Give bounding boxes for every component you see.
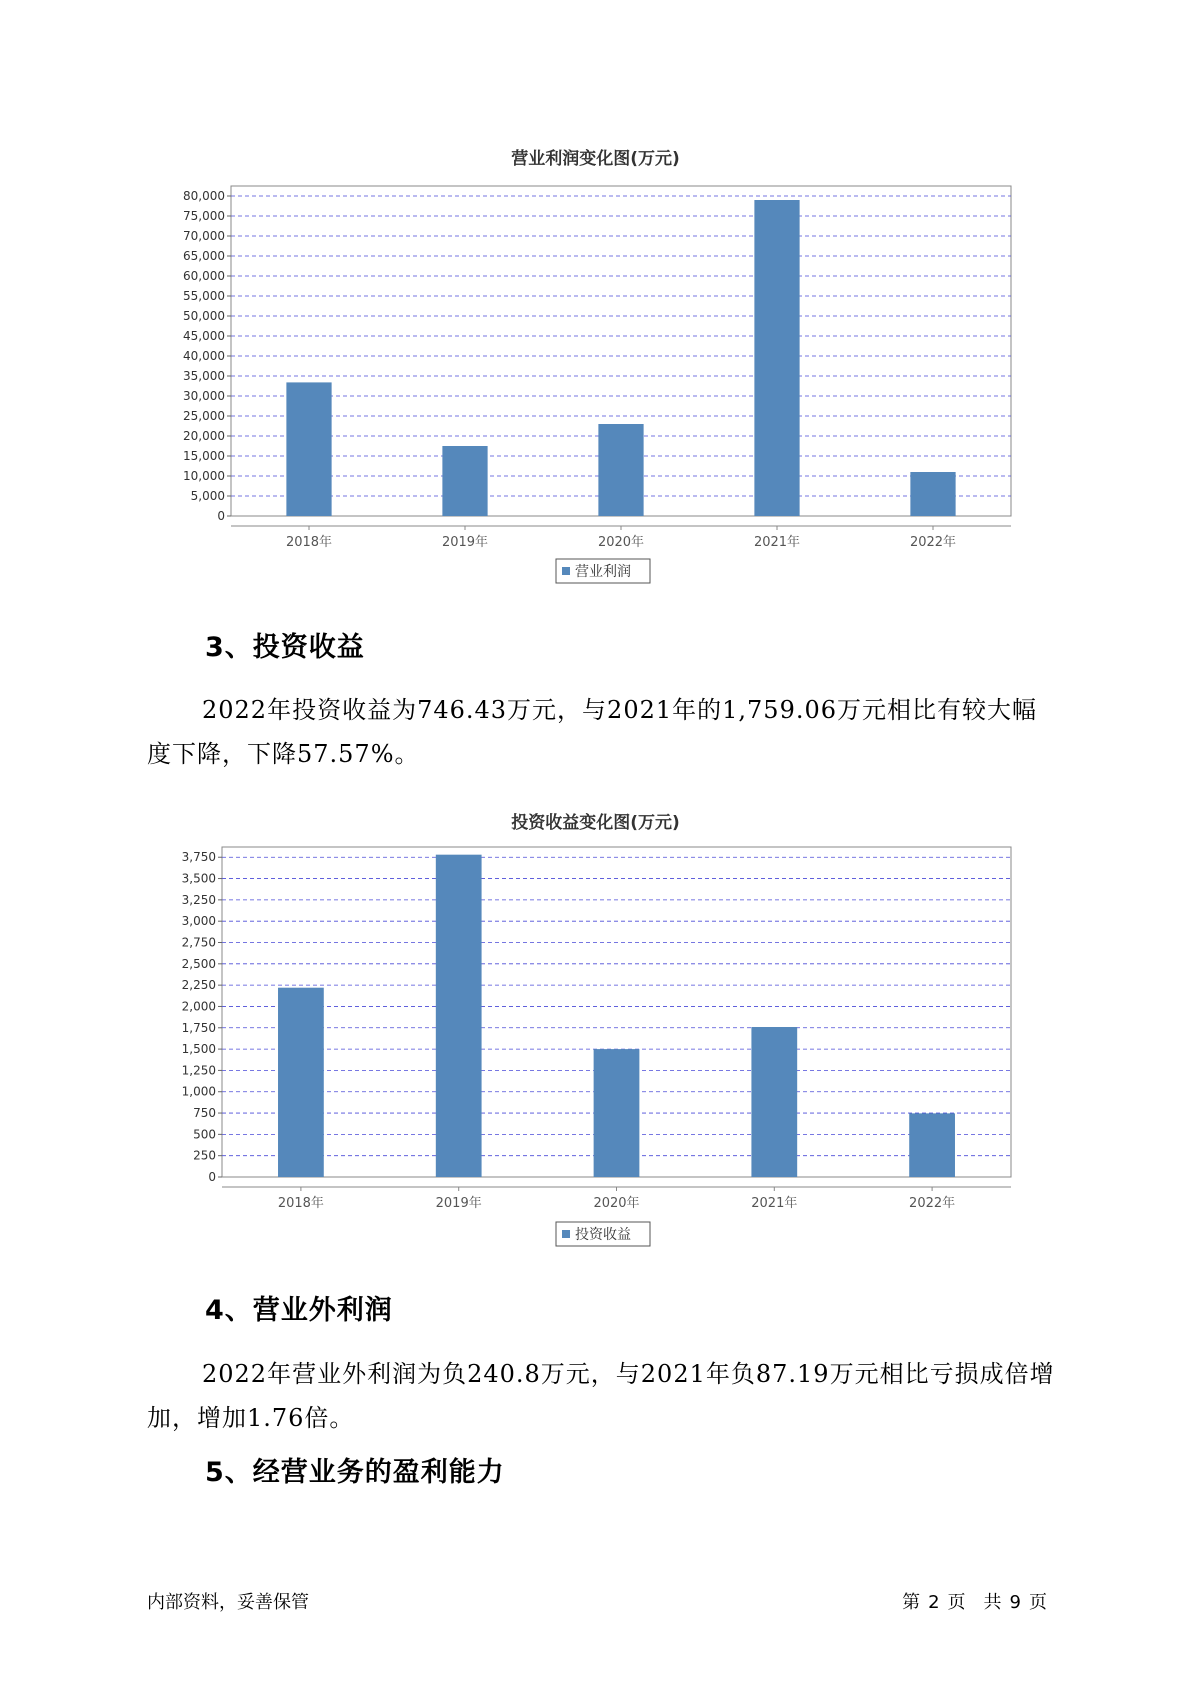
x-tick-label: 2021年 bbox=[753, 535, 801, 550]
y-tick-label: 500 bbox=[193, 1127, 216, 1142]
bar bbox=[909, 1113, 955, 1177]
y-tick-label: 20,000 bbox=[183, 429, 225, 443]
y-tick-label: 55,000 bbox=[183, 289, 225, 303]
x-tick-label: 2022年 bbox=[909, 1196, 956, 1211]
y-tick-label: 3,750 bbox=[181, 850, 216, 865]
y-tick-label: 1,500 bbox=[181, 1042, 216, 1057]
y-tick-label: 3,000 bbox=[181, 914, 216, 929]
x-tick-label: 2018年 bbox=[285, 535, 333, 550]
chart-title: 营业利润变化图(万元) bbox=[511, 149, 680, 169]
section-heading-invest: 3、投资收益 bbox=[205, 632, 365, 663]
bar bbox=[594, 1049, 640, 1177]
x-tick-label: 2021年 bbox=[751, 1196, 798, 1211]
bar bbox=[278, 988, 324, 1177]
section-heading-profitability: 5、经营业务的盈利能力 bbox=[205, 1457, 505, 1488]
y-tick-label: 2,500 bbox=[181, 956, 216, 971]
y-tick-label: 10,000 bbox=[183, 469, 225, 483]
y-tick-label: 1,750 bbox=[181, 1020, 216, 1035]
paragraph-nonop: 2022年营业外利润为负240.8万元，与2021年负87.19万元相比亏损成倍增加，增加1.76倍。 bbox=[147, 1360, 1055, 1432]
section-heading-nonop: 4、营业外利润 bbox=[205, 1295, 393, 1326]
y-tick-label: 0 bbox=[217, 509, 225, 523]
footer-confidential-note: 内部资料，妥善保管 bbox=[147, 1592, 309, 1613]
legend-label: 投资收益 bbox=[575, 1227, 631, 1243]
bar bbox=[436, 855, 482, 1177]
y-tick-label: 65,000 bbox=[183, 249, 225, 263]
page-mid: 页 共 bbox=[947, 1592, 1002, 1613]
y-tick-label: 25,000 bbox=[183, 409, 225, 423]
y-tick-label: 5,000 bbox=[190, 489, 225, 503]
x-tick-label: 2019年 bbox=[435, 1196, 482, 1211]
legend-swatch bbox=[562, 1230, 570, 1238]
legend-label: 营业利润 bbox=[575, 564, 631, 580]
y-tick-label: 40,000 bbox=[183, 349, 225, 363]
y-tick-label: 2,750 bbox=[181, 935, 216, 950]
y-tick-label: 3,250 bbox=[181, 892, 216, 907]
chart-title: 投资收益变化图(万元) bbox=[511, 813, 680, 833]
y-tick-label: 750 bbox=[193, 1106, 216, 1121]
y-tick-label: 3,500 bbox=[181, 871, 216, 886]
page-prefix: 第 bbox=[902, 1592, 921, 1613]
y-tick-label: 0 bbox=[208, 1170, 216, 1184]
y-tick-label: 2,250 bbox=[181, 978, 216, 993]
y-tick-label: 50,000 bbox=[183, 309, 225, 323]
y-tick-label: 250 bbox=[193, 1148, 216, 1163]
y-tick-label: 2,000 bbox=[181, 999, 216, 1014]
x-tick-label: 2022年 bbox=[909, 535, 957, 550]
paragraph-invest: 2022年投资收益为746.43万元，与2021年的1,759.06万元相比有较大幅度下降，下降57.57%。 bbox=[147, 696, 1038, 768]
bar bbox=[751, 1027, 797, 1177]
y-tick-label: 1,000 bbox=[181, 1084, 216, 1099]
y-tick-label: 75,000 bbox=[183, 209, 225, 223]
page-suffix: 页 bbox=[1029, 1592, 1047, 1613]
x-tick-label: 2019年 bbox=[441, 535, 489, 550]
y-tick-label: 30,000 bbox=[183, 389, 225, 403]
y-tick-label: 70,000 bbox=[183, 229, 225, 243]
y-tick-label: 60,000 bbox=[183, 269, 225, 283]
y-tick-label: 35,000 bbox=[183, 369, 225, 383]
y-tick-label: 15,000 bbox=[183, 449, 225, 463]
x-tick-label: 2020年 bbox=[597, 535, 645, 550]
y-tick-label: 45,000 bbox=[183, 329, 225, 343]
y-tick-label: 1,250 bbox=[181, 1063, 216, 1078]
footer-page-number bbox=[898, 1588, 1051, 1614]
x-tick-label: 2018年 bbox=[277, 1196, 324, 1211]
page-num: 2 bbox=[928, 1592, 940, 1613]
page-total: 9 bbox=[1009, 1592, 1021, 1613]
x-tick-label: 2020年 bbox=[593, 1196, 640, 1211]
legend bbox=[556, 1222, 650, 1246]
y-tick-label: 80,000 bbox=[183, 189, 225, 203]
